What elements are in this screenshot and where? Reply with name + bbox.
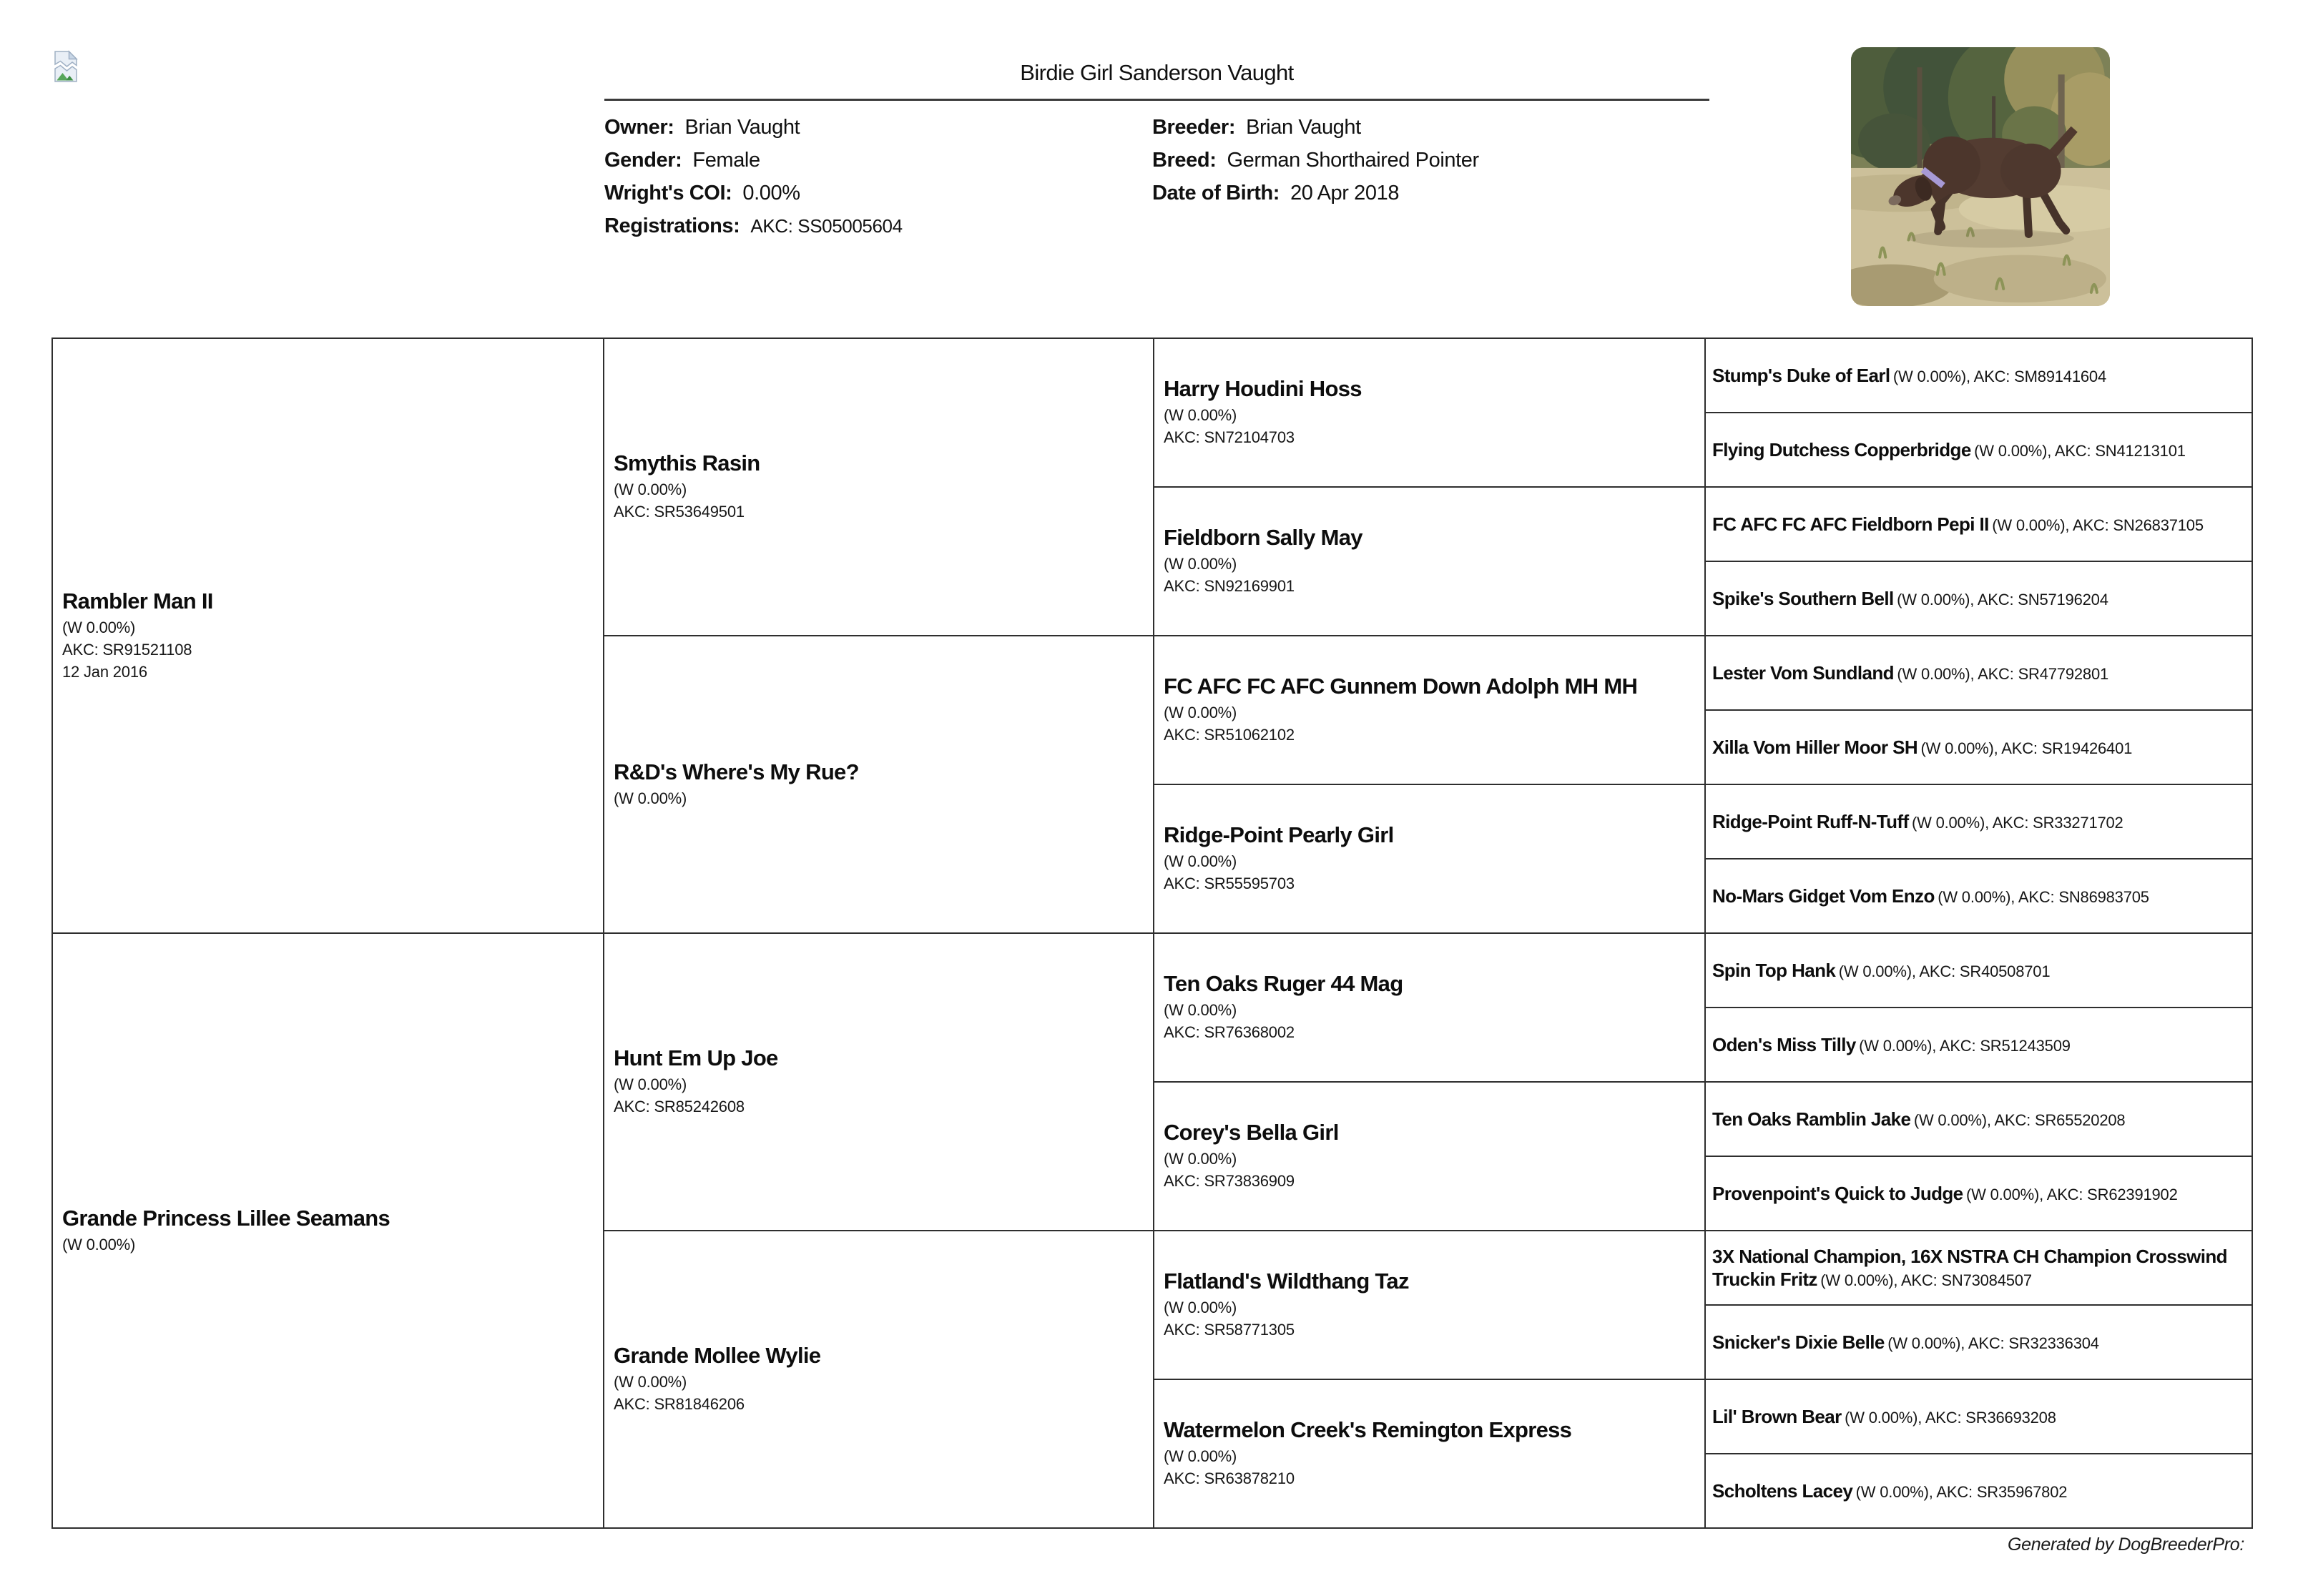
page-title: Birdie Girl Sanderson Vaught	[604, 60, 1709, 101]
dog-details: (W 0.00%), AKC: SR33271702	[1911, 813, 2123, 832]
gen4-cell-13	[1705, 1305, 2252, 1379]
dog-reg: AKC: SR76368002	[1164, 1023, 1295, 1042]
dog-reg: AKC: SR81846206	[614, 1395, 745, 1414]
dog-coi: (W 0.00%)	[1164, 1150, 1237, 1168]
dog-name: Spike's Southern Bell	[1712, 587, 1894, 609]
gen4-cell-3	[1705, 561, 2252, 636]
dog-name: Xilla Vom Hiller Moor SH	[1712, 736, 1918, 758]
dog-photo-illustration	[1851, 47, 2110, 306]
dog-name: Grande Princess Lillee Seamans	[62, 1205, 391, 1231]
dog-name: FC AFC FC AFC Fieldborn Pepi II	[1712, 513, 1989, 535]
dog-coi: (W 0.00%)	[62, 618, 136, 636]
dog-reg: AKC: SN72104703	[1164, 428, 1295, 447]
dog-coi: (W 0.00%)	[1164, 406, 1237, 425]
dog-reg: AKC: SN92169901	[1164, 577, 1295, 596]
dog-name: Watermelon Creek's Remington Express	[1164, 1417, 1572, 1443]
dog-details: (W 0.00%), AKC: SR40508701	[1838, 962, 2051, 980]
dob-row	[1152, 177, 1709, 210]
dog-coi: (W 0.00%)	[614, 1373, 687, 1391]
gen2-cell-0	[604, 338, 1154, 636]
dog-name: Rambler Man II	[62, 588, 213, 614]
dog-name: Fieldborn Sally May	[1164, 525, 1362, 551]
table-row	[52, 338, 2252, 413]
dog-reg: AKC: SR73836909	[1164, 1172, 1295, 1191]
dog-photo	[1851, 47, 2110, 306]
dog-reg: AKC: SR55595703	[1164, 875, 1295, 893]
gen3-cell-5	[1154, 1082, 1705, 1231]
dog-name: Flying Dutchess Copperbridge	[1712, 438, 1971, 460]
dog-name: Ten Oaks Ramblin Jake	[1712, 1108, 1911, 1130]
dog-details: (W 0.00%), AKC: SR65520208	[1913, 1110, 2126, 1129]
gen4-cell-0	[1705, 338, 2252, 413]
dog-details: (W 0.00%), AKC: SN57196204	[1897, 590, 2108, 609]
gen2-cell-2	[604, 933, 1154, 1231]
gender-label: Gender:	[604, 149, 682, 172]
dog-coi: (W 0.00%)	[1164, 1447, 1237, 1466]
dog-reg: AKC: SR85242608	[614, 1098, 745, 1116]
coi-value: 0.00%	[742, 182, 800, 205]
header	[604, 60, 1709, 242]
dog-details: (W 0.00%), AKC: SR51243509	[1859, 1036, 2071, 1055]
gen2-cell-1	[604, 636, 1154, 933]
dog-details: (W 0.00%), AKC: SR19426401	[1920, 739, 2133, 757]
dog-name: Ridge-Point Pearly Girl	[1164, 822, 1394, 848]
dog-name: R&D's Where's My Rue?	[614, 759, 859, 784]
breeder-label: Breeder:	[1152, 116, 1236, 139]
gen4-cell-11	[1705, 1156, 2252, 1231]
gen3-cell-2	[1154, 636, 1705, 784]
gen4-cell-10	[1705, 1082, 2252, 1156]
gen4-cell-2	[1705, 487, 2252, 561]
gen4-cell-9	[1705, 1008, 2252, 1082]
dog-details: (W 0.00%), AKC: SR36693208	[1845, 1408, 2056, 1427]
gen3-cell-3	[1154, 784, 1705, 933]
gen4-cell-14	[1705, 1379, 2252, 1454]
pedigree-table	[51, 338, 2253, 1529]
gen3-cell-6	[1154, 1231, 1705, 1379]
dog-details: (W 0.00%), AKC: SN41213101	[1974, 441, 2186, 460]
dog-name: Ten Oaks Ruger 44 Mag	[1164, 971, 1403, 997]
dog-name: Scholtens Lacey	[1712, 1479, 1853, 1502]
generated-by-note: Generated by DogBreederPro:	[2008, 1535, 2244, 1555]
dog-name: Flatland's Wildthang Taz	[1164, 1269, 1409, 1294]
dog-reg: AKC: SR63878210	[1164, 1469, 1295, 1488]
registrations-value: AKC: SS05005604	[750, 215, 903, 237]
gen4-cell-8	[1705, 933, 2252, 1008]
dog-coi: (W 0.00%)	[614, 789, 687, 807]
dog-name: Spin Top Hank	[1712, 959, 1836, 981]
dog-reg: AKC: SR91521108	[62, 640, 192, 659]
gen4-cell-15	[1705, 1454, 2252, 1528]
dog-name: Provenpoint's Quick to Judge	[1712, 1182, 1963, 1204]
gender-value: Female	[692, 149, 760, 172]
owner-row	[604, 111, 1152, 144]
dog-details: (W 0.00%), AKC: SM89141604	[1892, 367, 2106, 385]
dog-name: Snicker's Dixie Belle	[1712, 1331, 1885, 1353]
breed-label: Breed:	[1152, 149, 1217, 172]
coi-row	[604, 177, 1152, 210]
dog-details: (W 0.00%), AKC: SN86983705	[1938, 887, 2149, 906]
dog-coi: (W 0.00%)	[614, 481, 687, 499]
gen4-cell-6	[1705, 784, 2252, 859]
dog-details: (W 0.00%), AKC: SR62391902	[1966, 1185, 2178, 1203]
dob-label: Date of Birth:	[1152, 182, 1280, 205]
dog-name: Oden's Miss Tilly	[1712, 1033, 1856, 1055]
dog-coi: (W 0.00%)	[1164, 1299, 1237, 1317]
dog-name: Stump's Duke of Earl	[1712, 364, 1890, 386]
breeder-row	[1152, 111, 1709, 144]
dog-details: (W 0.00%), AKC: SR32336304	[1887, 1334, 2099, 1352]
breeder-value: Brian Vaught	[1246, 116, 1361, 139]
dog-coi: (W 0.00%)	[62, 1235, 136, 1253]
gen3-cell-1	[1154, 487, 1705, 636]
dog-reg: AKC: SR51062102	[1164, 726, 1295, 744]
gen4-cell-12	[1705, 1231, 2252, 1305]
dog-name: Ridge-Point Ruff-N-Tuff	[1712, 810, 1909, 832]
registrations-label: Registrations:	[604, 215, 740, 237]
dog-coi: (W 0.00%)	[1164, 1001, 1237, 1020]
dog-name: Lester Vom Sundland	[1712, 661, 1894, 684]
dog-name: Hunt Em Up Joe	[614, 1045, 778, 1071]
dog-coi: (W 0.00%)	[614, 1075, 687, 1094]
gen3-cell-7	[1154, 1379, 1705, 1528]
dog-details: (W 0.00%), AKC: SR35967802	[1855, 1482, 2068, 1501]
gen3-cell-0	[1154, 338, 1705, 487]
gen4-cell-7	[1705, 859, 2252, 933]
dog-name: Grande Mollee Wylie	[614, 1343, 821, 1369]
dog-name: No-Mars Gidget Vom Enzo	[1712, 885, 1935, 907]
dog-name: Smythis Rasin	[614, 450, 760, 476]
dog-name: Corey's Bella Girl	[1164, 1120, 1339, 1146]
info-column-right	[1152, 111, 1709, 242]
dog-name: 3X National Champion, 16X NSTRA CH Champion Crosswind Truckin Fritz	[1712, 1245, 2227, 1290]
broken-image-icon	[53, 50, 79, 83]
dog-name: Harry Houdini Hoss	[1164, 376, 1362, 402]
breed-row	[1152, 144, 1709, 177]
table-row	[52, 933, 2252, 1008]
gen3-cell-4	[1154, 933, 1705, 1082]
gen1-dam-cell	[52, 933, 604, 1528]
dog-info	[604, 111, 1709, 242]
dog-reg: AKC: SR58771305	[1164, 1321, 1295, 1339]
dog-details: (W 0.00%), AKC: SR47792801	[1897, 664, 2109, 683]
gen4-cell-1	[1705, 413, 2252, 487]
dog-coi: (W 0.00%)	[1164, 704, 1237, 722]
dog-name: FC AFC FC AFC Gunnem Down Adolph MH MH	[1164, 674, 1638, 699]
gender-row	[604, 144, 1152, 177]
breed-value: German Shorthaired Pointer	[1227, 149, 1479, 172]
registrations-row	[604, 210, 1152, 242]
coi-label: Wright's COI:	[604, 182, 732, 205]
dog-reg: AKC: SR53649501	[614, 503, 745, 521]
dog-details: (W 0.00%), AKC: SN26837105	[1992, 516, 2204, 534]
dog-details: (W 0.00%), AKC: SN73084507	[1820, 1271, 2032, 1289]
gen4-cell-4	[1705, 636, 2252, 710]
dog-coi: (W 0.00%)	[1164, 555, 1237, 573]
info-column-left	[604, 111, 1152, 242]
gen4-cell-5	[1705, 710, 2252, 784]
dog-dob: 12 Jan 2016	[62, 663, 147, 681]
dog-coi: (W 0.00%)	[1164, 852, 1237, 871]
gen2-cell-3	[604, 1231, 1154, 1528]
dob-value: 20 Apr 2018	[1290, 182, 1400, 205]
dog-name: Lil' Brown Bear	[1712, 1405, 1842, 1427]
owner-label: Owner:	[604, 116, 674, 139]
owner-value: Brian Vaught	[684, 116, 800, 139]
gen1-sire-cell	[52, 338, 604, 933]
